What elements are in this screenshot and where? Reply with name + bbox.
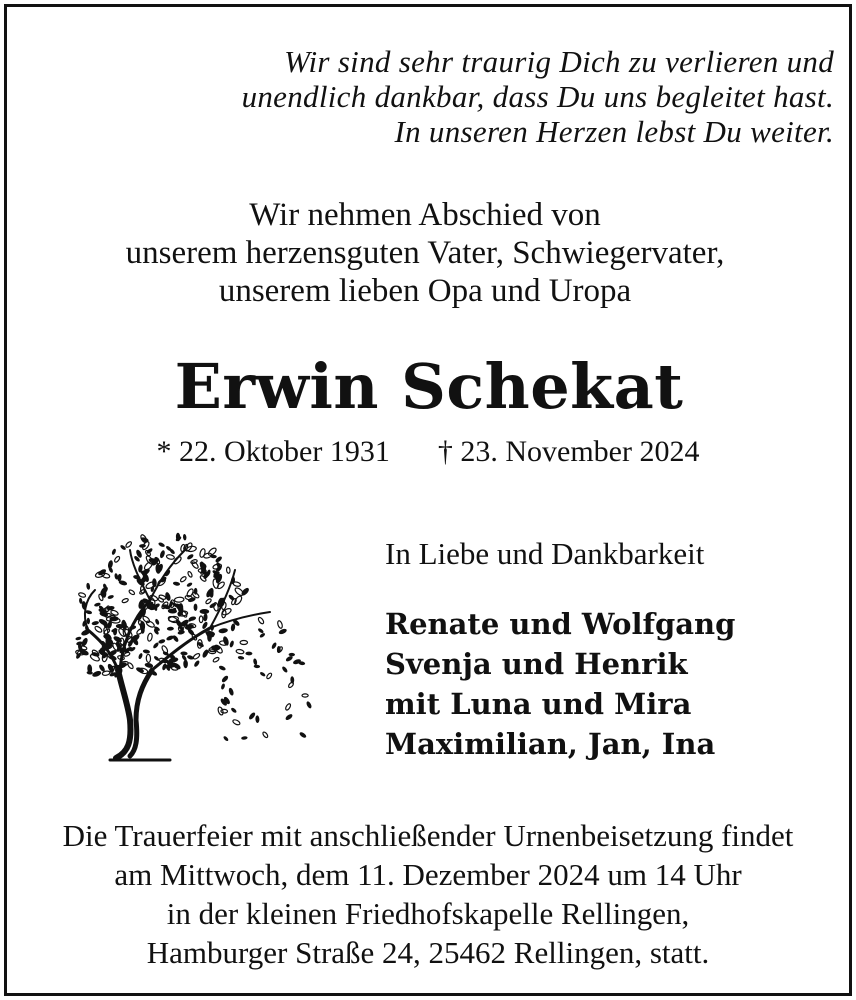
mourner-name: Svenja und Henrik [385,647,688,681]
deceased-name: Erwin Schekat [174,350,684,423]
memorial-quote [242,44,834,149]
mourner-name: mit Luna und Mira [385,687,692,721]
farewell-intro [0,196,850,310]
service-line: am Mittwoch, dem 11. Dezember 2024 um 14 Uhr [114,857,742,892]
quote-line: unendlich dankbar, dass Du uns begleitet hast. [241,79,834,114]
intro-line: Wir nehmen Abschied von [249,197,601,233]
service-line: Hamburger Straße 24, 25462 Rellingen, statt. [146,935,710,970]
mourners-list [385,604,735,764]
service-line: in der kleinen Friedhofskapelle Rellingen, [166,896,690,931]
birth-date: * 22. Oktober 1931 [156,435,390,468]
tree-icon [70,520,320,765]
quote-line: In unseren Herzen lebst Du weiter. [394,114,834,149]
intro-line: unserem herzensguten Vater, Schwiegervater, [125,235,725,271]
quote-line: Wir sind sehr traurig Dich zu verlieren und [284,44,834,79]
death-date: † 23. November 2024 [437,435,700,468]
mourner-name: Renate und Wolfgang [385,607,736,641]
life-dates [0,430,856,474]
funeral-service-info [0,816,856,972]
mourners-heading: In Liebe und Dankbarkeit [385,536,705,571]
mourner-name: Maximilian, Jan, Ina [385,727,716,761]
intro-line: unserem lieben Opa und Uropa [218,273,632,309]
service-line: Die Trauerfeier mit anschließender Urnenbeisetzung findet [62,818,794,853]
